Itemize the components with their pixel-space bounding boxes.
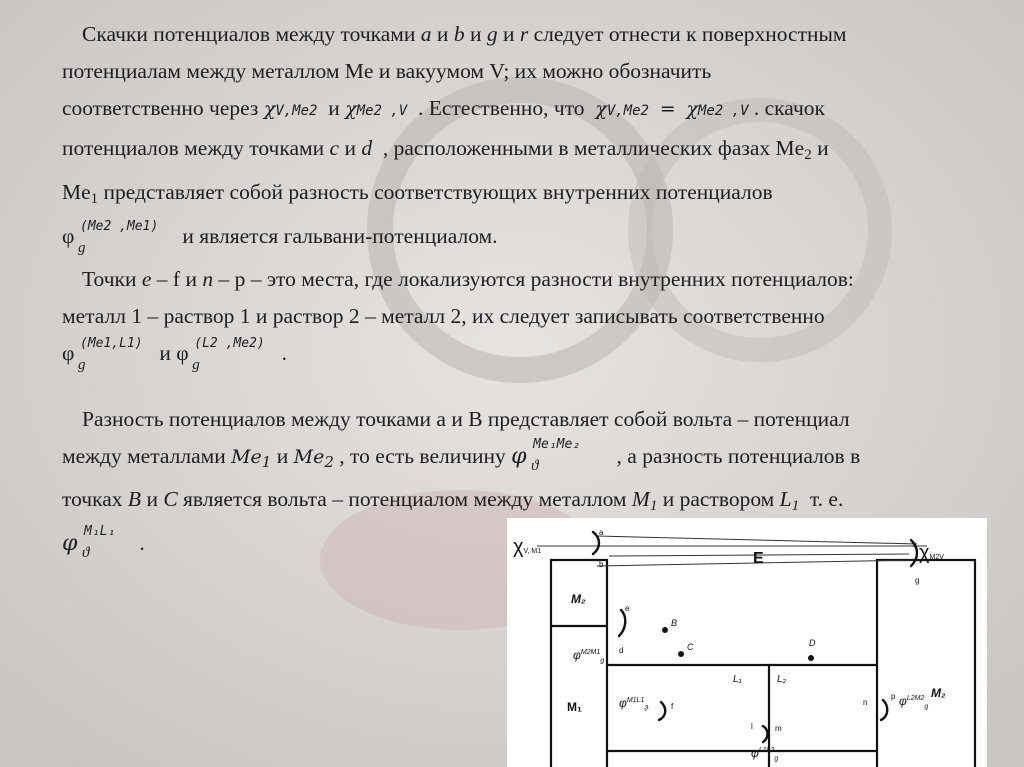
- text: следует отнести к поверхностным: [533, 22, 847, 46]
- text: соответственно через: [62, 96, 259, 120]
- label-f: f: [671, 702, 674, 711]
- point-n: n: [202, 267, 214, 291]
- text: и: [469, 22, 482, 46]
- text: и: [817, 136, 829, 160]
- point-e: e: [141, 267, 152, 291]
- metal-M1: $M_1$: [631, 487, 658, 514]
- text: и: [436, 22, 449, 46]
- text: и: [328, 96, 340, 120]
- text: , то есть величину: [339, 444, 506, 468]
- text: и раствором: [662, 487, 775, 511]
- point-r: r: [519, 22, 529, 46]
- text: .: [281, 341, 288, 365]
- text: – p – это места, где локализуются разности внутренних потенциалов:: [218, 267, 854, 291]
- label-L2: L₂: [777, 674, 787, 685]
- text: и: [146, 487, 158, 511]
- label-d: d: [619, 646, 624, 655]
- label-r: r: [913, 540, 916, 549]
- text: и: [502, 22, 515, 46]
- label-phi-M1L1: $\varphi^{M1L1}_ϑ$: [619, 696, 649, 713]
- label-L1: L₁: [733, 674, 742, 685]
- me1: $Me_1$: [231, 446, 272, 471]
- point-C: C: [163, 487, 178, 511]
- text: представляет собой разность соответствующих внутренних потенциалов: [103, 180, 773, 204]
- chi-symbol: χMe2 ,V: [686, 98, 749, 120]
- label-M2-left: M₂: [571, 592, 586, 606]
- text: . скачок: [753, 96, 825, 120]
- me2: $Me_2$: [293, 446, 334, 471]
- circuit-diagram: [507, 518, 987, 767]
- label-M2-right: M₂: [931, 686, 946, 700]
- text: Точки: [82, 267, 137, 291]
- text: Скачки потенциалов между точками: [82, 22, 416, 46]
- label-a: a: [599, 528, 604, 537]
- label-C: C: [687, 642, 694, 652]
- point-d: d: [361, 136, 373, 160]
- chi-symbol: χV,Me2: [263, 98, 318, 120]
- point-B: B: [127, 487, 142, 511]
- label-p: p: [891, 692, 896, 701]
- volta-phi-m1-l1: φ M₁L₁ ϑ: [62, 524, 116, 561]
- text: .: [139, 531, 145, 555]
- label-B: B: [671, 618, 678, 628]
- point-g: g: [486, 22, 498, 46]
- label-phi-M2M1: $\varphi^{M2M1}_g$: [573, 648, 605, 665]
- point-a: a: [420, 22, 432, 46]
- label-b: b: [599, 560, 604, 569]
- text: и: [276, 444, 289, 468]
- chi-v-m1-label: χV, M1: [513, 536, 542, 558]
- text: между металлами: [62, 444, 226, 468]
- text: . Естественно, что: [417, 96, 585, 120]
- phi-l2-me2: φ (L2 ,Me2) g: [176, 336, 265, 373]
- point-c: c: [329, 136, 340, 160]
- text: и является гальвани-потенциалом.: [182, 224, 498, 248]
- paragraph-internal-potentials: [62, 261, 1002, 372]
- diagram-lines: [507, 518, 987, 767]
- text: Разность потенциалов между точками a и B представляет собой вольта – потенциал: [82, 407, 850, 431]
- label-phi-L2M2: $\varphi^{L2M2}_g$: [899, 694, 929, 711]
- label-e: e: [625, 604, 630, 613]
- text: потенциалов между точками: [62, 136, 325, 160]
- text: – f и: [156, 267, 197, 291]
- label-D: D: [809, 638, 816, 648]
- equals-sign: =: [659, 98, 676, 120]
- text: , а разность потенциалов в: [616, 444, 861, 468]
- text: и: [344, 136, 356, 160]
- text: точках: [62, 487, 123, 511]
- label-m: m: [775, 724, 782, 733]
- label-l: l: [751, 722, 753, 731]
- label-g: g: [915, 576, 920, 585]
- chi-symbol: χV,Me2: [595, 98, 649, 120]
- paragraph-surface-potentials: Скачки потенциалов между точками a и b и g и r следует отнести к поверхностным потенциалам между металлом Me и вакуумом V; их можно обозначить соответственно через χV,Me2 и χMe2 ,V . Естественно, что χV,Me2 = χMe2 ,V . скачок потенциалов между точками c и d , расположенными в металлических фазах $Me_2$ и $Me_1$ представляет собой разность соответствующих внутренних потенциалов φ (Me2 ,Me1) g и является гальвани-потенциалом.: [62, 22, 847, 256]
- label-n: n: [863, 698, 868, 707]
- chi-symbol: χMe2 ,V: [345, 98, 408, 120]
- text: т. е.: [809, 487, 844, 511]
- chi-m2-v-label: χM2V: [919, 542, 944, 564]
- label-phi-L1L2: $\varphi^{L1L2}_g$: [751, 746, 779, 763]
- phi-me1-l1: φ (Me1,L1) g: [62, 336, 143, 373]
- label-M1: M₁: [567, 700, 582, 714]
- volta-phi-me1-me2: φ Me₁Me₂ ϑ: [511, 437, 581, 474]
- solution-L1: $L_1$: [779, 487, 800, 514]
- text: металл 1 – раствор 1 и раствор 2 – металл 2, их следует записывать соответственно: [62, 304, 825, 328]
- galvani-phi: φ (Me2 ,Me1) g: [62, 219, 159, 256]
- text: Me: [62, 180, 91, 204]
- text: и: [159, 341, 171, 365]
- text: , расположенными в металлических фазах Me: [382, 136, 805, 160]
- text: является вольта – потенциалом между металлом: [183, 487, 627, 511]
- text: потенциалам между металлом Me и вакуумом V; их можно обозначить: [62, 59, 712, 83]
- label-E: E: [753, 550, 764, 567]
- point-b: b: [453, 22, 465, 46]
